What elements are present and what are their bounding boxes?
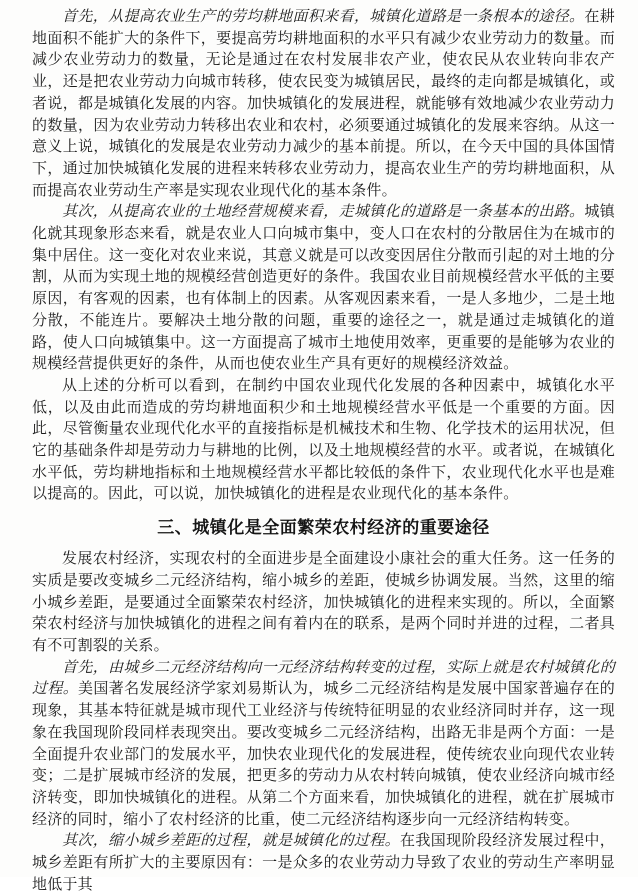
paragraph [32, 658, 615, 832]
paragraph [32, 7, 615, 202]
paragraph-text: 从上述的分析可以看到，在制约中国农业现代化发展的各种因素中，城镇化水平低，以及由此而造成的劳均耕地面积少和土地规模经营水平低是一个重要的方面。因此，尽管衡量农业现代化水平的直接指标是机械技术和生物、化学技术的运用状况，但它的基础条件却是劳动力与耕地的比例，以及土地规模经营的水平。或者说，在城镇化水平低，劳均耕地指标和土地规模经营水平都比较低的条件下，农业现代化水平也是难以提高的。因此，可以说，加快城镇化的进程是农业现代化的基本条件。 [32, 377, 615, 503]
emphasis-lead: 其次，从提高农业的土地经营规模来看，走城镇化的道路是一条基本的出路。 [62, 204, 585, 221]
paragraph-text: 在我国现阶段经济发展过程中，城乡差距有所扩大的主要原因有：一是众多的农业劳动力导致了农业的劳动生产率明显地低于其 [32, 833, 615, 893]
paragraph [32, 831, 615, 896]
emphasis-lead: 其次，缩小城乡差距的过程，就是城镇化的过程。 [62, 833, 401, 850]
section-heading: 三、城镇化是全面繁荣农村经济的重要途径 [157, 518, 490, 538]
paragraph-text: 城镇化就其现象形态来看，就是农业人口向城市集中，变人口在农村的分散居住为在城市的集中居住。这一变化对农业来说，其意义就是可以改变因居住分散而引起的对土地的分割，从而为实现土地的规模经营创造更好的条件。我国农业目前规模经营水平低的主要原因，有客观的因素，也有体制上的因素。从客观因素来看，一是人多地少，二是土地分散，不能连片。要解决土地分散的问题，重要的途径之一，就是通过走城镇化的道路，使人口向城镇集中。这一方面提高了城市土地使用效率，更重要的是能够为农业的规模经营提供更好的条件，从而也使农业生产具有更好的规模经济效益。 [32, 204, 615, 373]
paragraph-text: 在耕地面积不能扩大的条件下，要提高劳均耕地面积的水平只有减少农业劳动力的数量。而减少农业劳动力的数量，无论是通过在农村发展非农产业，使农民从农业转向非农产业，还是把农业劳动力向城市转移，使农民变为城镇居民，最终的走向都是城镇化，或者说，都是城镇化发展的内容。加快城镇化的发展进程，就能够有效地减少农业劳动力的数量，因为农业劳动力转移出农业和农村，必须要通过城镇化的发展来容纳。从这一意义上说，城镇化的发展是农业劳动力减少的基本前提。所以，在今天中国的具体国情下，通过加快城镇化发展的进程来转移农业劳动力，提高农业生产的劳均耕地面积，从而提高农业劳动生产率是实现农业现代化的基本条件。 [32, 9, 615, 199]
paragraph [32, 549, 615, 658]
paragraph-text: 发展农村经济，实现农村的全面进步是全面建设小康社会的重大任务。这一任务的实质是要改变城乡二元经济结构，缩小城乡的差距，使城乡协调发展。当然，这里的缩小城乡差距，是要通过全面繁荣农村经济，加快城镇化的进程来实现的。所以，全面繁荣农村经济与加快城镇化的进程之间有着内在的联系，是两个同时并进的过程，二者具有不可割裂的关系。 [32, 551, 615, 654]
paragraph [32, 202, 615, 376]
paragraph [32, 376, 615, 506]
emphasis-lead: 首先，从提高农业生产的劳均耕地面积来看，城镇化道路是一条根本的途径。 [62, 9, 585, 25]
paragraph-text: 美国著名发展经济学家刘易斯认为，城乡二元经济结构是发展中国家普遍存在的现象，其基本特征就是城市现代工业经济与传统特征明显的农业经济同时并存，这一现象在我国现阶段同样表现突出。要改变城乡二元经济结构，出路无非是两个方面：一是全面提升农业部门的发展水平，加快农业现代化的发展进程，使传统农业向现代农业转变；二是扩展城市经济的发展，把更多的劳动力从农村转向城镇，使农业经济向城市经济转变，即加快城镇化的进程。从第二个方面来看，加快城镇化的进程，就在扩展城市经济的同时，缩小了农村经济的比重，使二元经济结构逐步向一元经济结构转变。 [32, 681, 615, 828]
emphasis-lead: 首先，由城乡二元经济结构向一元经济结构转变的过程，实际上就是农村城镇化的过程。 [32, 659, 615, 698]
